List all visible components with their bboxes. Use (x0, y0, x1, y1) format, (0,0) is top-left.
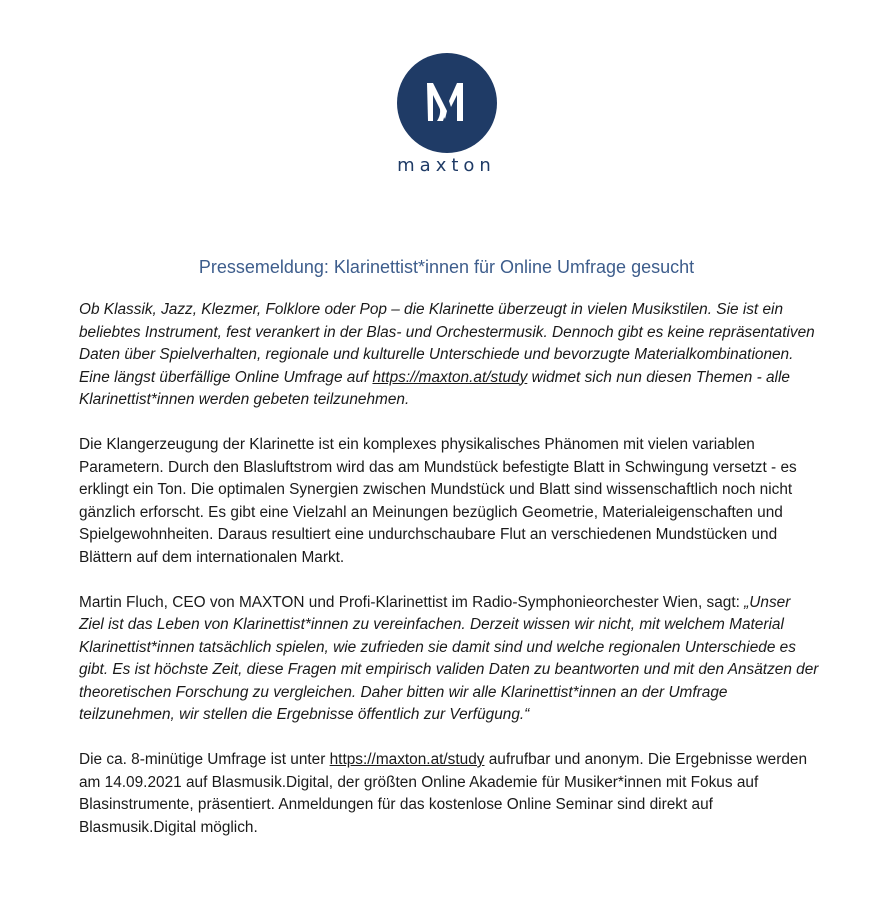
study-link-2[interactable]: https://maxton.at/study (329, 751, 485, 768)
maxton-m-monogram-icon (397, 53, 497, 153)
quote-intro: Martin Fluch, CEO von MAXTON und Profi-Klarinettist im Radio-Symphonieorchester Wien, sagt: (79, 593, 745, 611)
survey-paragraph (79, 749, 819, 839)
brand-wordmark: maxton (397, 155, 496, 176)
intro-text-end: widmet sich nun diesen Themen - alle Klarinettist*innen werden gebeten teilzunehmen. (79, 368, 790, 408)
physics-paragraph: Die Klangerzeugung der Klarinette ist ein komplexes physikalisches Phänomen mit vielen variablen Parametern. Durch den Blasluftstrom wird das am Mundstück befestigte Blatt in Schwingung versetzt - es erklingt ein Ton. Die optimalen Synergien zwischen Mundstück und Blatt sind wissenschaftlich noch nicht gänzlich erforscht. Es gibt eine Vielzahl an Meinungen bezüglich Geometrie, Materialeigenschaften und Spielgewohnheiten. Daraus resultiert eine undurchschaubare Flut an verschiedenen Mundstücken und Blättern auf dem internationalen Markt. (79, 436, 797, 566)
survey-text: Die ca. 8-minütige Umfrage ist unter (79, 751, 330, 768)
study-link[interactable]: https://maxton.at/study (372, 368, 528, 386)
quote-text: „Unser Ziel ist das Leben von Klarinettist*innen zu vereinfachen. Derzeit wissen wir nicht, mit welchem Material Klarinettist*innen tatsächlich spielen, wie zufrieden sie damit sind und welche regionalen Unterschiede es gibt. Es ist höchste Zeit, diese Fragen mit empirisch validen Daten zu beantworten und mit den Ansätzen der theoretischen Forschung zu vergleichen. Daher bitten wir alle Klarinettist*innen an der Umfrage teilzunehmen, wir stellen die Ergebnisse öffentlich zur Verfügung.“ (79, 593, 819, 723)
page-title: Pressemeldung: Klarinettist*innen für Online Umfrage gesucht (198, 257, 695, 277)
article-body (79, 299, 819, 862)
intro-paragraph (79, 299, 819, 412)
survey-text-end: aufrufbar und anonym. Die Ergebnisse werden am 14.09.2021 auf Blasmusik.Digital, der größten Online Akademie für Musiker*innen mit Fokus auf Blasinstrumente, präsentiert. Anmeldungen für das kostenlose Online Seminar sind direkt auf Blasmusik.Digital möglich. (79, 751, 808, 836)
intro-text: Ob Klassik, Jazz, Klezmer, Folklore oder Pop – die Klarinette überzeugt in vielen Musikstilen. Sie ist ein beliebtes Instrument, fest verankert in der Blas- und Orchestermusik. Dennoch gibt es keine repräsentativen Daten über Spielverhalten, regionale und kulturelle Unterschiede und bevorzugte Materialkombinationen. Eine längst überfällige Online Umfrage auf (79, 301, 815, 386)
quote-paragraph (79, 592, 819, 727)
